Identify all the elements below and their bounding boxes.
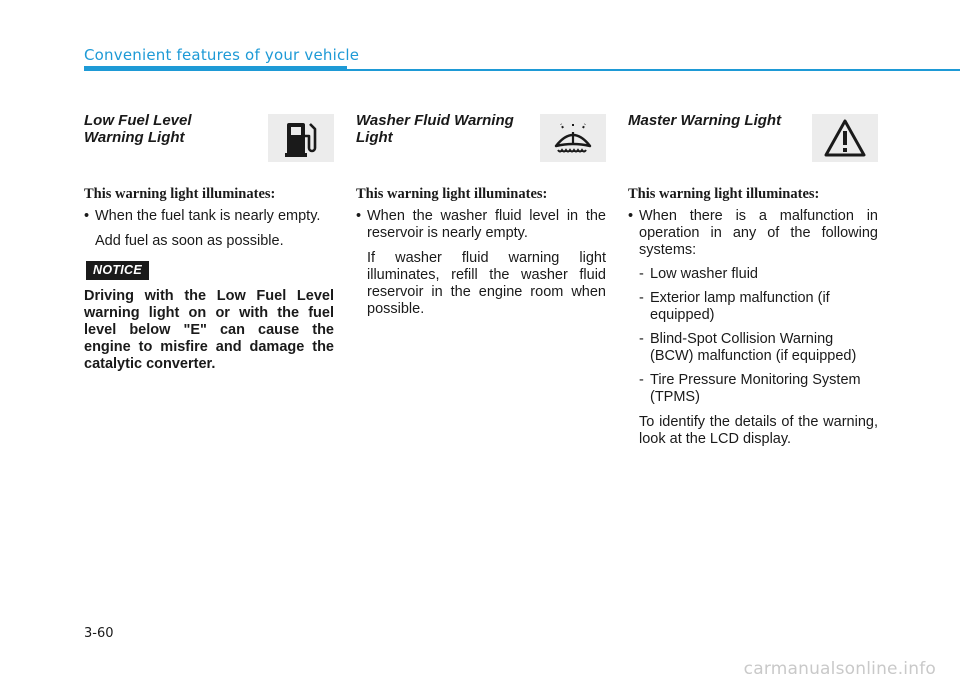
master-warning-illuminates: This warning light illuminates: — [628, 186, 820, 202]
low-fuel-sub: Add fuel as soon as possible. — [95, 233, 284, 249]
header-section-title: Convenient features of your vehicle — [84, 46, 360, 64]
low-fuel-title: Low Fuel Level Warning Light — [84, 112, 192, 146]
warning-triangle-icon — [823, 118, 867, 158]
washer-fluid-icon — [553, 120, 593, 156]
master-warning-sub: To identify the details of the warning, look at the LCD display. — [639, 414, 878, 447]
list-item: - Exterior lamp malfunction (if equipped) — [639, 290, 830, 323]
page-number: 3-60 — [84, 626, 114, 641]
notice-badge: NOTICE — [86, 261, 149, 280]
watermark: carmanualsonline.info — [743, 659, 936, 679]
master-warning-title: Master Warning Light — [628, 112, 782, 129]
washer-fluid-bullet: • When the washer fluid level in the reservoir is nearly empty. — [356, 208, 606, 242]
master-warning-bullet-list — [628, 208, 878, 448]
washer-fluid-icon-box — [540, 114, 606, 162]
fuel-pump-icon — [284, 118, 318, 158]
low-fuel-bullet: • When the fuel tank is nearly empty. — [84, 208, 334, 225]
header-bar — [84, 66, 347, 71]
list-item: - Low washer fluid — [639, 266, 758, 282]
low-fuel-icon-box — [268, 114, 334, 162]
low-fuel-bullet-list — [84, 208, 334, 250]
notice-text: Driving with the Low Fuel Level warning light on or with the fuel level below "E" can cause the engine to misfire and damage the catalytic converter. — [84, 288, 334, 372]
low-fuel-section — [84, 112, 334, 372]
washer-fluid-bullet-list — [356, 208, 606, 318]
master-warning-bullet: • When there is a malfunction in operation in any of the following systems: — [628, 208, 878, 259]
washer-fluid-title: Washer Fluid Warning Light — [356, 112, 514, 146]
list-item: - Blind-Spot Collision Warning (BCW) malfunction (if equipped) — [639, 331, 857, 364]
header-rule — [347, 69, 960, 71]
master-warning-icon-box — [812, 114, 878, 162]
washer-fluid-section — [356, 112, 606, 317]
washer-fluid-illuminates: This warning light illuminates: — [356, 186, 548, 202]
low-fuel-illuminates: This warning light illuminates: — [84, 186, 276, 202]
master-warning-section — [628, 112, 878, 447]
list-item: - Tire Pressure Monitoring System (TPMS) — [639, 372, 861, 405]
washer-fluid-sub: If washer fluid warning light illuminates, refill the washer fluid reservoir in the engine room when possible. — [367, 250, 606, 317]
